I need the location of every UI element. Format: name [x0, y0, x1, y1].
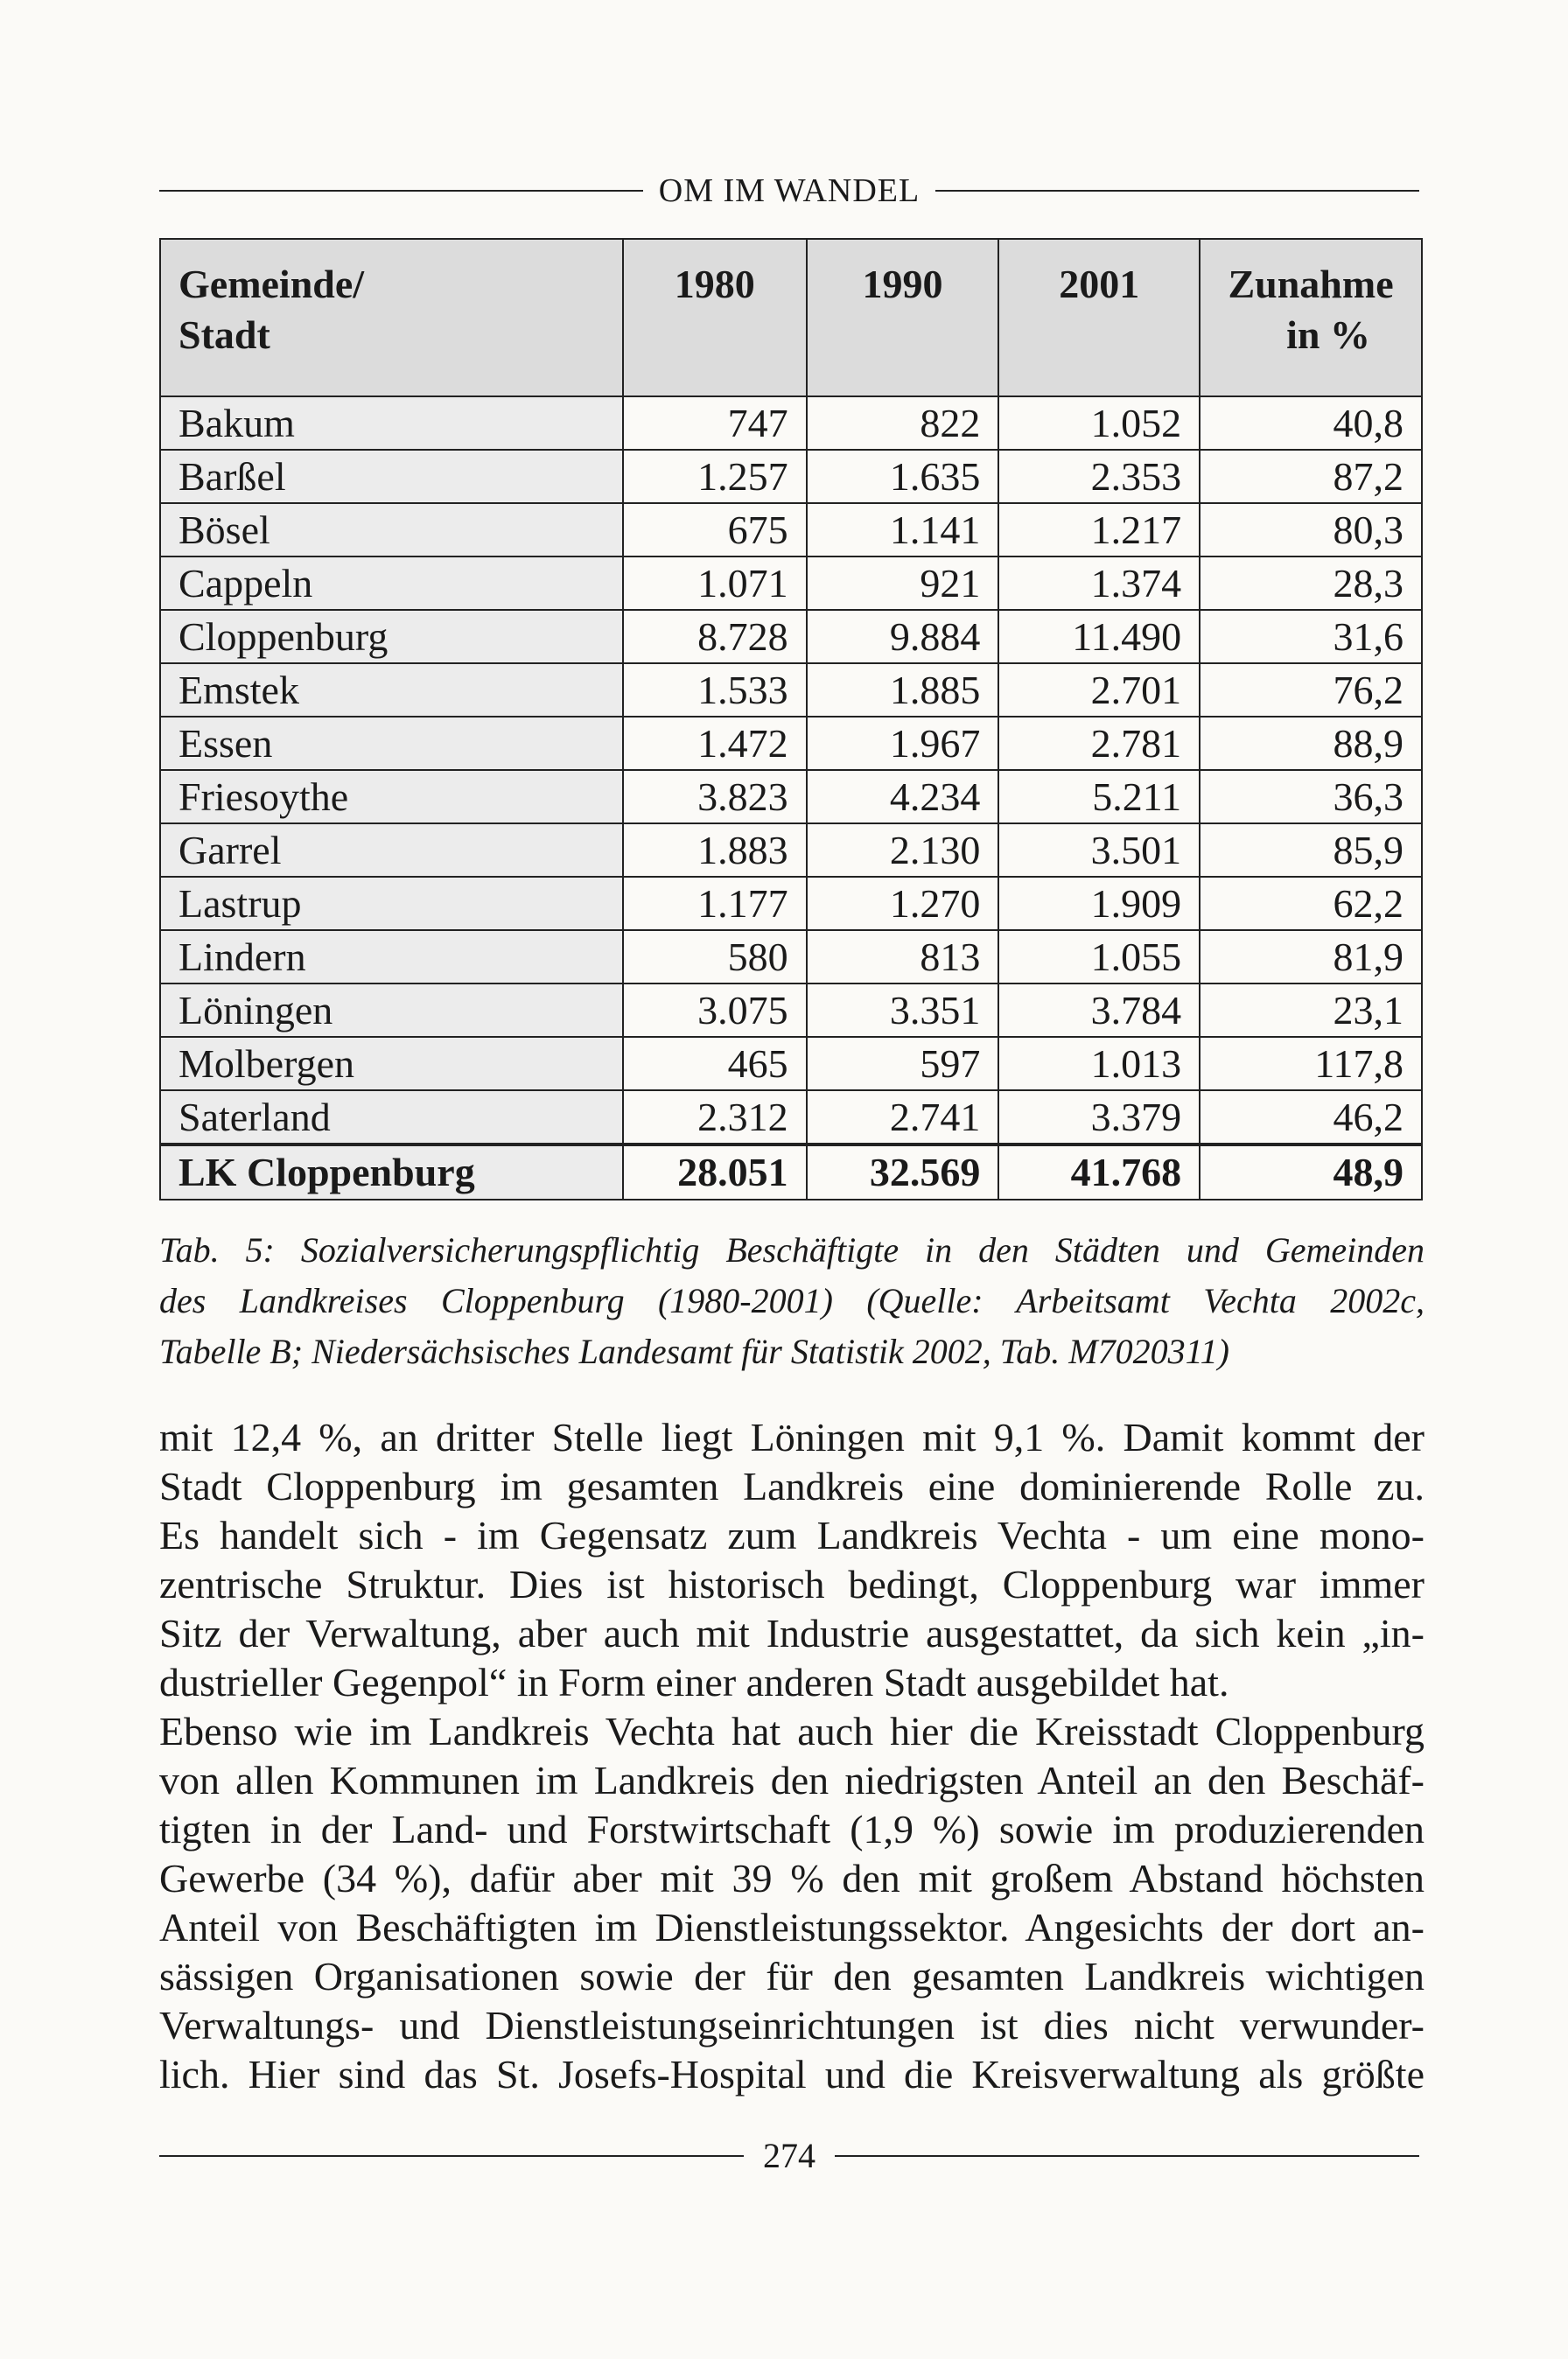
- body-line: tigten in der Land- und Forstwirtschaft (1,9 %) sowie im produzierenden: [159, 1807, 1424, 1852]
- cell-y2001: 11.490: [998, 610, 1200, 663]
- cell-y1990: 3.351: [807, 984, 999, 1037]
- cell-name: Lastrup: [160, 877, 623, 930]
- cell-y2001: 1.055: [998, 930, 1200, 984]
- table-row: [160, 396, 1422, 450]
- footer-rule-right: [835, 2155, 1419, 2157]
- cell-name: Friesoythe: [160, 770, 623, 823]
- cell-y2001: 3.501: [998, 823, 1200, 877]
- header-rule-left: [159, 190, 643, 192]
- cell-y1990: 2.130: [807, 823, 999, 877]
- cell-y2001: 1.013: [998, 1037, 1200, 1090]
- header-rule-right: [935, 190, 1419, 192]
- body-line: dustrieller Gegenpol“ in Form einer anderen Stadt ausgebildet hat.: [159, 1660, 1229, 1704]
- cell-y1990: 2.741: [807, 1090, 999, 1144]
- header-1990: 1990: [807, 239, 999, 396]
- footer-rule-left: [159, 2155, 744, 2157]
- table-row: [160, 717, 1422, 770]
- cell-y1980: 3.823: [623, 770, 807, 823]
- table-row: [160, 503, 1422, 556]
- cell-pct: 36,3: [1200, 770, 1422, 823]
- cell-name: Bakum: [160, 396, 623, 450]
- cell-y1980: 3.075: [623, 984, 807, 1037]
- cell-y1990: 597: [807, 1037, 999, 1090]
- cell-y1990: 1.270: [807, 877, 999, 930]
- employment-table: [159, 238, 1423, 1200]
- cell-y2001: 2.781: [998, 717, 1200, 770]
- cell-y1990: 822: [807, 396, 999, 450]
- body-line: Verwaltungs- und Dienstleistungseinrichtungen ist dies nicht verwunder-: [159, 2003, 1424, 2048]
- table-row: [160, 556, 1422, 610]
- cell-name: Essen: [160, 717, 623, 770]
- cell-y1980: 747: [623, 396, 807, 450]
- cell-pct: 80,3: [1200, 503, 1422, 556]
- body-line: Sitz der Verwaltung, aber auch mit Industrie ausgestattet, da sich kein „in-: [159, 1611, 1424, 1656]
- cell-y1990: 4.234: [807, 770, 999, 823]
- cell-y1990: 9.884: [807, 610, 999, 663]
- cell-y2001: 3.784: [998, 984, 1200, 1037]
- table-row: [160, 610, 1422, 663]
- cell-pct: 28,3: [1200, 556, 1422, 610]
- table-row: [160, 663, 1422, 717]
- cell-pct: 76,2: [1200, 663, 1422, 717]
- cell-name: Bösel: [160, 503, 623, 556]
- cell-pct: 23,1: [1200, 984, 1422, 1037]
- table-row: [160, 930, 1422, 984]
- table-row: [160, 877, 1422, 930]
- cell-y1990: 1.885: [807, 663, 999, 717]
- cell-pct: 117,8: [1200, 1037, 1422, 1090]
- table-row: [160, 770, 1422, 823]
- body-line: lich. Hier sind das St. Josefs-Hospital und die Kreisverwaltung als größte: [159, 2052, 1424, 2096]
- table-row: [160, 823, 1422, 877]
- cell-y1980: 1.472: [623, 717, 807, 770]
- body-line: sässigen Organisationen sowie der für den gesamten Landkreis wichtigen: [159, 1954, 1424, 1998]
- cell-pct: 48,9: [1200, 1144, 1422, 1200]
- cell-y1990: 813: [807, 930, 999, 984]
- cell-pct: 81,9: [1200, 930, 1422, 984]
- cell-y2001: 41.768: [998, 1144, 1200, 1200]
- cell-pct: 87,2: [1200, 450, 1422, 503]
- cell-y1980: 1.533: [623, 663, 807, 717]
- caption-line: Tabelle B; Niedersächsisches Landesamt für Statistik 2002, Tab. M7020311): [159, 1332, 1229, 1371]
- cell-name: Barßel: [160, 450, 623, 503]
- cell-pct: 88,9: [1200, 717, 1422, 770]
- cell-y2001: 1.052: [998, 396, 1200, 450]
- cell-pct: 31,6: [1200, 610, 1422, 663]
- cell-y1990: 1.141: [807, 503, 999, 556]
- table-total-row: [160, 1144, 1422, 1200]
- cell-y2001: 3.379: [998, 1090, 1200, 1144]
- cell-y1990: 921: [807, 556, 999, 610]
- table-row: [160, 450, 1422, 503]
- body-line: von allen Kommunen im Landkreis den niedrigsten Anteil an den Beschäf-: [159, 1758, 1424, 1802]
- table-body: [160, 396, 1422, 1200]
- cell-name: Löningen: [160, 984, 623, 1037]
- caption-line: des Landkreises Cloppenburg (1980-2001) (Quelle: Arbeitsamt Vechta 2002c,: [159, 1281, 1424, 1320]
- cell-name: Garrel: [160, 823, 623, 877]
- body-line: Gewerbe (34 %), dafür aber mit 39 % den mit großem Abstand höchsten: [159, 1856, 1424, 1900]
- table-row: [160, 1037, 1422, 1090]
- cell-name: Cloppenburg: [160, 610, 623, 663]
- cell-name: Emstek: [160, 663, 623, 717]
- header-2001: 2001: [998, 239, 1200, 396]
- cell-name: LK Cloppenburg: [160, 1144, 623, 1200]
- body-line: zentrische Struktur. Dies ist historisch bedingt, Cloppenburg war immer: [159, 1562, 1424, 1606]
- cell-y1990: 1.635: [807, 450, 999, 503]
- cell-y1980: 1.883: [623, 823, 807, 877]
- cell-pct: 40,8: [1200, 396, 1422, 450]
- cell-pct: 85,9: [1200, 823, 1422, 877]
- header-zunahme: Zunahme in %: [1200, 239, 1422, 396]
- cell-y1980: 1.071: [623, 556, 807, 610]
- running-header-title: OM IM WANDEL: [658, 172, 920, 209]
- table-header-row: [160, 239, 1422, 396]
- table-caption: [159, 1225, 1424, 1377]
- body-text: [159, 1413, 1424, 2099]
- table-row: [160, 1090, 1422, 1144]
- cell-y2001: 1.909: [998, 877, 1200, 930]
- body-line: Ebenso wie im Landkreis Vechta hat auch hier die Kreisstadt Cloppenburg: [159, 1709, 1424, 1754]
- page-footer: [159, 2135, 1419, 2176]
- cell-pct: 46,2: [1200, 1090, 1422, 1144]
- cell-name: Cappeln: [160, 556, 623, 610]
- cell-y1980: 1.177: [623, 877, 807, 930]
- body-line: mit 12,4 %, an dritter Stelle liegt Löningen mit 9,1 %. Damit kommt der: [159, 1415, 1424, 1460]
- cell-pct: 62,2: [1200, 877, 1422, 930]
- running-header: [159, 172, 1419, 210]
- header-gemeinde: Gemeinde/ Stadt: [160, 239, 623, 396]
- cell-y1980: 465: [623, 1037, 807, 1090]
- body-line: Es handelt sich - im Gegensatz zum Landkreis Vechta - um eine mono-: [159, 1513, 1424, 1558]
- header-1980: 1980: [623, 239, 807, 396]
- cell-y1980: 1.257: [623, 450, 807, 503]
- cell-name: Molbergen: [160, 1037, 623, 1090]
- cell-y1980: 2.312: [623, 1090, 807, 1144]
- cell-y2001: 2.701: [998, 663, 1200, 717]
- cell-name: Lindern: [160, 930, 623, 984]
- cell-y2001: 5.211: [998, 770, 1200, 823]
- cell-y2001: 2.353: [998, 450, 1200, 503]
- cell-y2001: 1.374: [998, 556, 1200, 610]
- cell-y1980: 28.051: [623, 1144, 807, 1200]
- cell-name: Saterland: [160, 1090, 623, 1144]
- caption-line: Tab. 5: Sozialversicherungspflichtig Beschäftigte in den Städten und Gemeinden: [159, 1230, 1424, 1270]
- cell-y1990: 32.569: [807, 1144, 999, 1200]
- cell-y1980: 675: [623, 503, 807, 556]
- cell-y1980: 580: [623, 930, 807, 984]
- body-line: Anteil von Beschäftigten im Dienstleistungssektor. Angesichts der dort an-: [159, 1905, 1424, 1950]
- table-row: [160, 984, 1422, 1037]
- body-line: Stadt Cloppenburg im gesamten Landkreis eine dominierende Rolle zu.: [159, 1464, 1424, 1508]
- page-number: 274: [763, 2136, 816, 2175]
- cell-y2001: 1.217: [998, 503, 1200, 556]
- cell-y1980: 8.728: [623, 610, 807, 663]
- cell-y1990: 1.967: [807, 717, 999, 770]
